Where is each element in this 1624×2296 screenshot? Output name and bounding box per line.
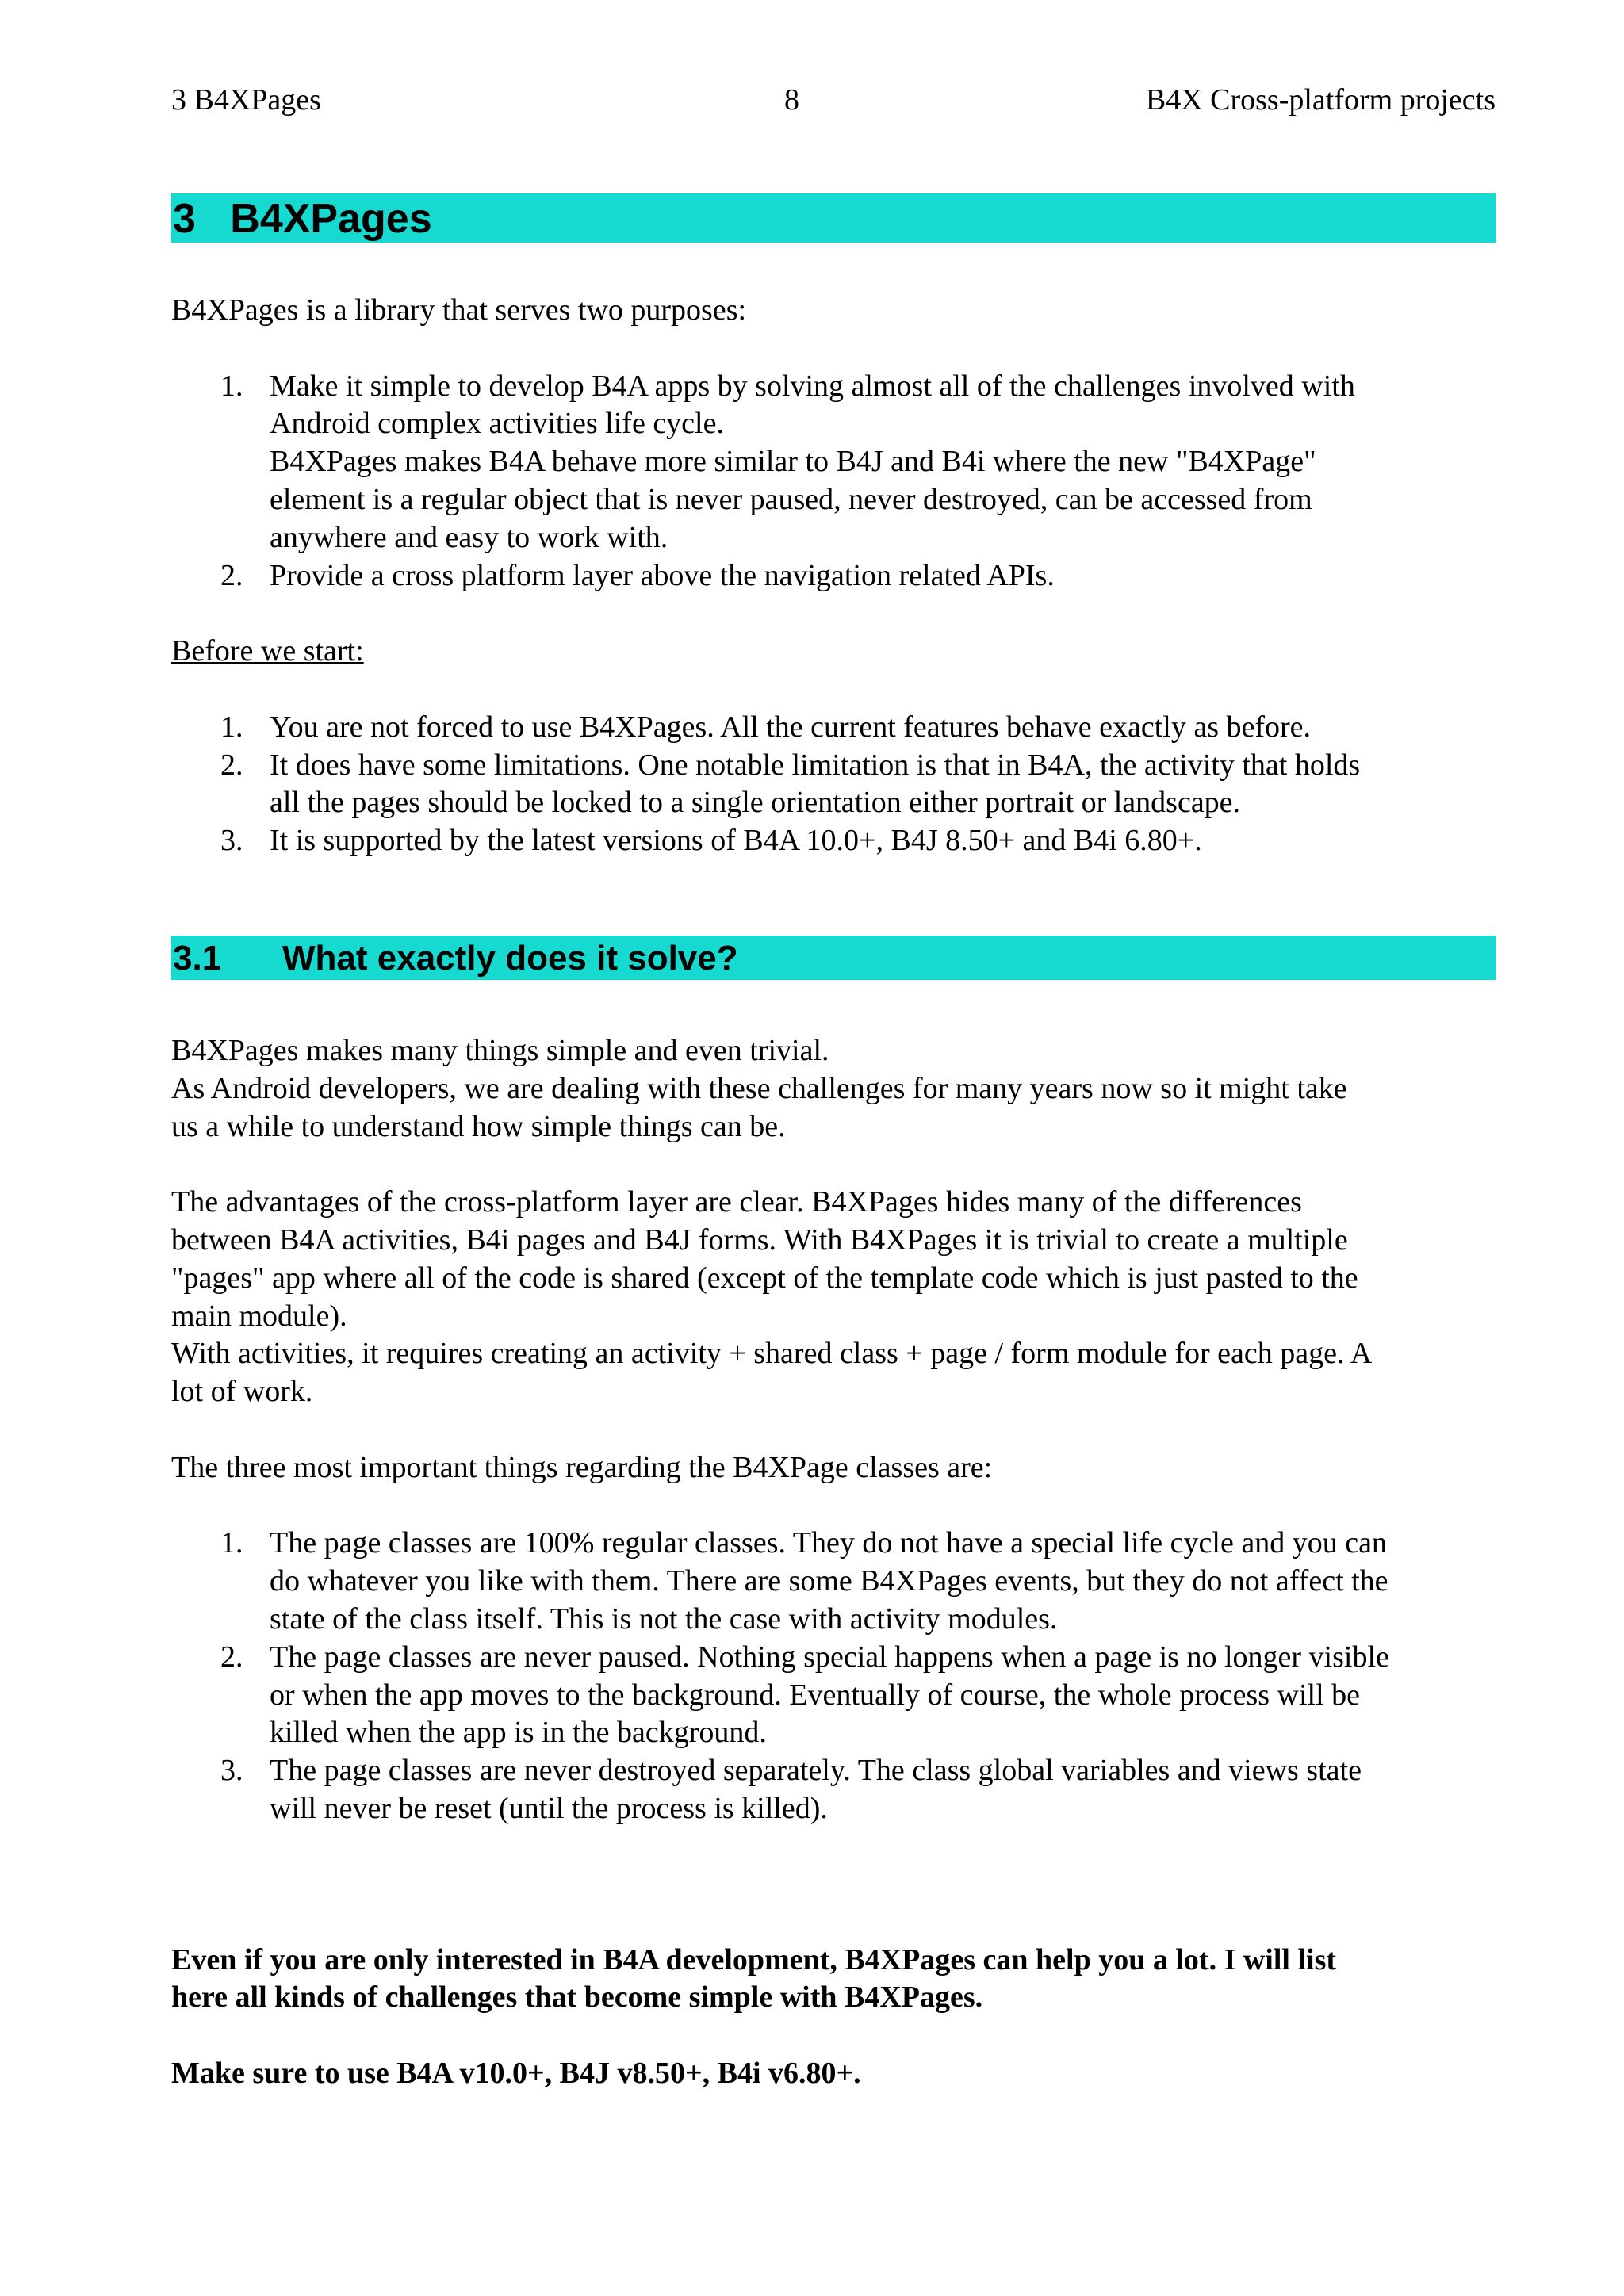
list-item [171, 709, 1496, 747]
paragraph: The three most important things regarding the B4XPage classes are: [171, 1450, 993, 1484]
list-item [171, 1525, 1496, 1638]
list-item-line: Android complex activities life cycle. [270, 407, 724, 441]
list-item [171, 557, 1496, 595]
list-item [171, 368, 1496, 557]
list-item-line: You are not forced to use B4XPages. All the current features behave exactly as before. [270, 710, 1312, 744]
paragraph-line: B4XPages makes many things simple and even trivial. [171, 1033, 829, 1067]
list-item [171, 1639, 1496, 1752]
section-heading [171, 193, 1496, 243]
list-item-line: The page classes are never paused. Nothing special happens when a page is no longer visible [270, 1640, 1389, 1674]
list-item-line: B4XPages makes B4A behave more similar to B4J and B4i where the new "B4XPage" [270, 445, 1316, 479]
list-item-line: It does have some limitations. One notable limitation is that in B4A, the activity that holds [270, 748, 1361, 782]
list-item-line: do whatever you like with them. There are some B4XPages events, but they do not affect the [270, 1564, 1388, 1598]
list-item-number: 2. [220, 1640, 243, 1674]
list-item-line: Provide a cross platform layer above the navigation related APIs. [270, 558, 1055, 592]
paragraph-line: The advantages of the cross-platform layer are clear. B4XPages hides many of the differences [171, 1185, 1302, 1219]
running-header [171, 78, 1496, 122]
list-item [171, 822, 1496, 860]
list-item-line: anywhere and easy to work with. [270, 520, 668, 554]
list-item-line: It is supported by the latest versions of B4A 10.0+, B4J 8.50+ and B4i 6.80+. [270, 824, 1202, 858]
list-item-number: 2. [220, 748, 243, 782]
list-item-line: state of the class itself. This is not the case with activity modules. [270, 1601, 1058, 1636]
purposes-list [171, 368, 1496, 595]
important-things-list [171, 1525, 1496, 1827]
section-title: B4XPages [230, 196, 432, 242]
list-item-line: element is a regular object that is never paused, never destroyed, can be accessed from [270, 482, 1312, 516]
header-document-title: B4X Cross-platform projects [1145, 83, 1496, 117]
paragraph-line: As Android developers, we are dealing with these challenges for many years now so it might take [171, 1071, 1347, 1105]
before-we-start-label: Before we start: [171, 634, 364, 668]
section-number: 3 [173, 196, 196, 242]
paragraph-line: between B4A activities, B4i pages and B4J forms. With B4XPages it is trivial to create a multiple [171, 1223, 1348, 1257]
bold-note-line: Even if you are only interested in B4A development, B4XPages can help you a lot. I will list [171, 1942, 1337, 1976]
paragraph-line: main module). [171, 1299, 347, 1333]
list-item-number: 3. [220, 824, 243, 858]
section-intro: B4XPages is a library that serves two purposes: [171, 293, 747, 327]
list-item [171, 747, 1496, 823]
list-item-number: 1. [220, 710, 243, 744]
paragraph [171, 1032, 1496, 1146]
paragraph-line: lot of work. [171, 1375, 313, 1409]
list-item-number: 1. [220, 369, 243, 403]
paragraph-line: us a while to understand how simple things can be. [171, 1109, 786, 1143]
before-list [171, 709, 1496, 860]
list-item-line: The page classes are 100% regular classes. They do not have a special life cycle and you can [270, 1526, 1387, 1560]
paragraph-line: "pages" app where all of the code is shared (except of the template code which is just pasted to the [171, 1261, 1358, 1295]
paragraph [171, 1184, 1496, 1411]
page-number: 8 [784, 83, 799, 117]
list-item-number: 3. [220, 1754, 243, 1788]
list-item-line: will never be reset (until the process is killed). [270, 1791, 828, 1825]
list-item-line: killed when the app is in the background. [270, 1716, 767, 1750]
subsection-heading [171, 936, 1496, 980]
list-item-number: 2. [220, 558, 243, 592]
list-item-line: or when the app moves to the background. Eventually of course, the whole process will be [270, 1678, 1361, 1712]
subsection-number: 3.1 [173, 938, 222, 978]
list-item-line: Make it simple to develop B4A apps by solving almost all of the challenges involved with [270, 369, 1355, 403]
page-content [171, 193, 1496, 2093]
version-requirement: Make sure to use B4A v10.0+, B4J v8.50+, B4i v6.80+. [171, 2057, 861, 2091]
bold-note [171, 1942, 1496, 2018]
list-item-line: The page classes are never destroyed separately. The class global variables and views state [270, 1754, 1362, 1788]
list-item [171, 1752, 1496, 1828]
list-item-number: 1. [220, 1526, 243, 1560]
subsection-title: What exactly does it solve? [282, 938, 738, 978]
list-item-line: all the pages should be locked to a single orientation either portrait or landscape. [270, 786, 1241, 820]
bold-note-line: here all kinds of challenges that become simple with B4XPages. [171, 1980, 983, 2015]
paragraph-line: With activities, it requires creating an activity + shared class + page / form module for each page. A [171, 1337, 1373, 1371]
header-chapter: 3 B4XPages [171, 83, 321, 117]
